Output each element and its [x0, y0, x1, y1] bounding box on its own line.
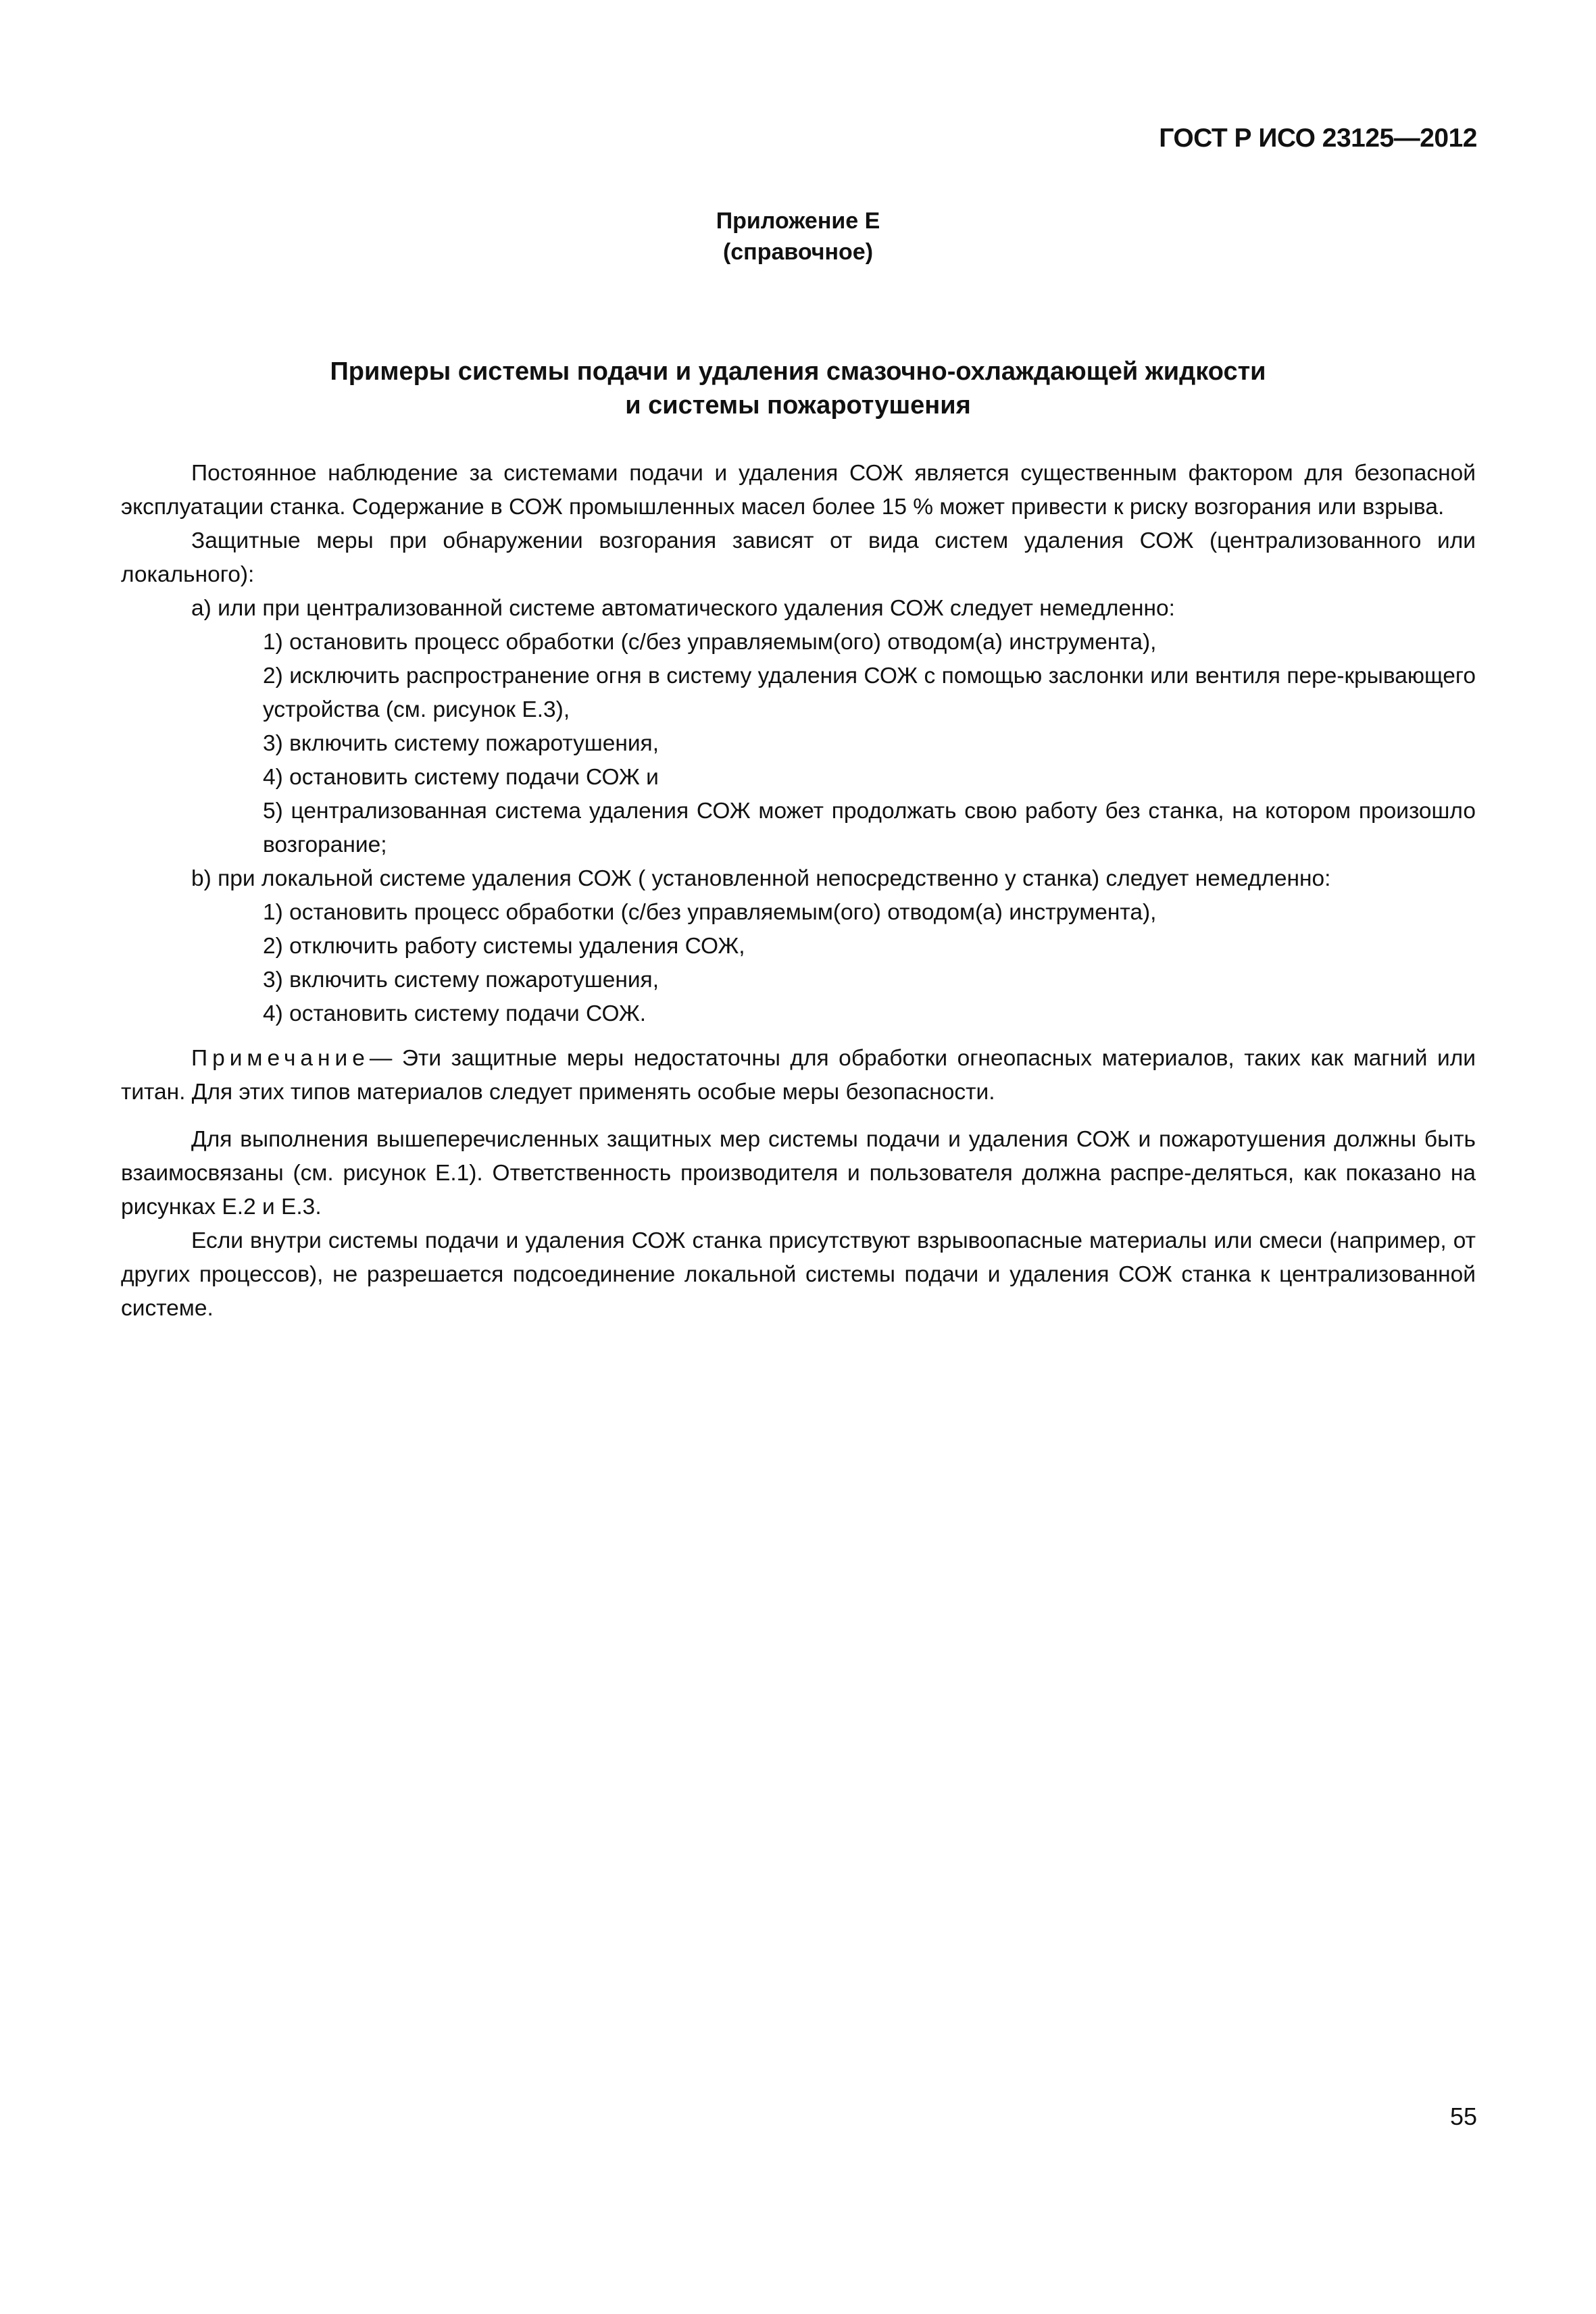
note-label: Примечание: [191, 1046, 370, 1071]
paragraph-interconnection: Для выполнения вышеперечисленных защитных мер системы подачи и удаления СОЖ и пожаротушения должны быть взаимосвязаны (см. рисунок Е.1). Ответственность производителя и пользователя должна распре-деляться, как показано на рисунках Е.2 и Е.3.: [121, 1127, 1476, 1219]
list-item-b-1: 1) остановить процесс обработки (с/без управляемым(ого) отводом(а) инструмента),: [263, 900, 1157, 925]
note-text: — Эти защитные меры недостаточны для обработки огнеопасных материалов, таких как магний или титан. Для этих типов материалов следует применять особые меры безопасности.: [121, 1046, 1476, 1105]
annex-title-line-1: Примеры системы подачи и удаления смазочно-охлаждающей жидкости: [330, 357, 1266, 386]
annex-type: (справочное): [722, 239, 874, 265]
annex-title: [0, 355, 1596, 422]
paragraph-monitoring: Постоянное наблюдение за системами подачи и удаления СОЖ является существенным фактором для безопасной эксплуатации станка. Содержание в СОЖ промышленных масел более 15 % может привести к риску возгорания или взрыва.: [121, 461, 1476, 520]
list-item-b-3: 3) включить систему пожаротушения,: [263, 967, 659, 992]
paragraph-explosive-materials: Если внутри системы подачи и удаления СОЖ станка присутствуют взрывоопасные материалы или смеси (например, от других процессов), не разрешается подсоединение локальной системы подачи и удаления СОЖ станка к централизованной системе.: [121, 1228, 1476, 1321]
standard-designation: ГОСТ Р ИСО 23125—2012: [1159, 124, 1477, 153]
list-item-a-2: 2) исключить распространение огня в систему удаления СОЖ с помощью заслонки или вентиля пере-крывающего устройства (см. рисунок Е.3),: [263, 663, 1476, 722]
list-item-a-1: 1) остановить процесс обработки (с/без управляемым(ого) отводом(а) инструмента),: [263, 630, 1157, 655]
document-body: [121, 457, 1476, 1326]
list-item-a-3: 3) включить систему пожаротушения,: [263, 731, 659, 756]
list-item-a: a) или при централизованной системе автоматического удаления СОЖ следует немедленно:: [191, 596, 1175, 621]
list-item-b-2: 2) отключить работу системы удаления СОЖ,: [263, 934, 745, 959]
annex-heading: [0, 205, 1596, 268]
page-number: 55: [1449, 2103, 1477, 2130]
list-item-b-4: 4) остановить систему подачи СОЖ.: [263, 1001, 647, 1026]
annex-label: Приложение Е: [716, 208, 880, 234]
list-item-a-5: 5) централизованная система удаления СОЖ может продолжать свою работу без станка, на котором произошло возгорание;: [263, 799, 1476, 857]
list-item-a-4: 4) остановить систему подачи СОЖ и: [263, 765, 659, 790]
list-item-b: b) при локальной системе удаления СОЖ ( установленной непосредственно у станка) следует немедленно:: [191, 866, 1331, 891]
note: [121, 1042, 1476, 1109]
paragraph-protective-measures: Защитные меры при обнаружении возгорания зависят от вида систем удаления СОЖ (централизованного или локального):: [121, 528, 1476, 587]
annex-title-line-2: и системы пожаротушения: [625, 391, 971, 420]
